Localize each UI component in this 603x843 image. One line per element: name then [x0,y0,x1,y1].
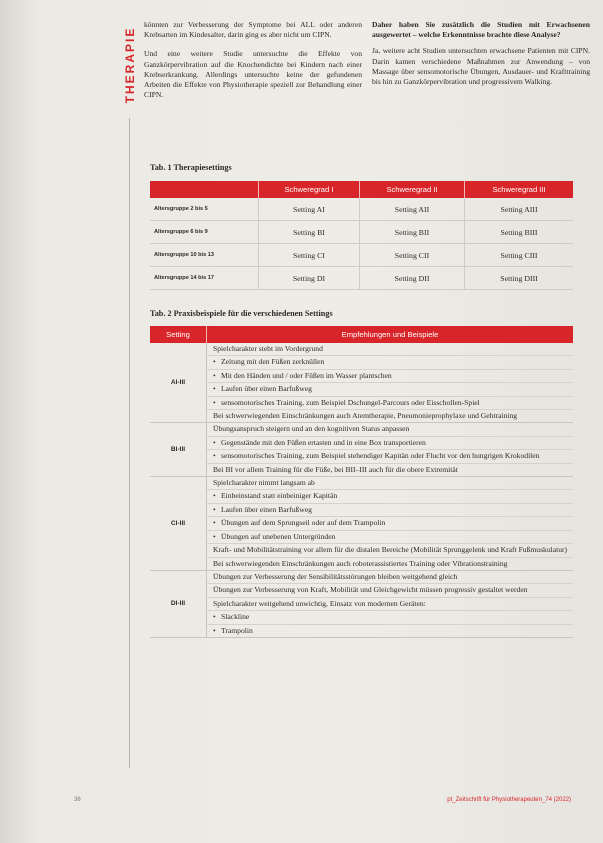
recommendation-line: Übungen zur Verbesserung der Sensibilitätsstörungen bleiben weitgehend gleich [207,571,573,584]
bullet-item: • Laufen über einen Barfußweg [207,383,573,396]
recommendation-line: Kraft- und Mobilitätstraining vor allem für die distalen Bereiche (Mobilität Sprunggelenk und Kraft Fußmuskulatur) [207,544,573,557]
age-group-cell: Altersgruppe 14 bis 17 [150,267,259,290]
table-cell: Setting BIII [465,221,573,244]
setting-cell: BI-III [150,423,207,477]
margin-rule [129,118,130,768]
table-cell: Setting AIII [465,198,573,221]
practice-examples-body [150,343,573,637]
age-group-cell: Altersgruppe 10 bis 13 [150,244,259,267]
table-header-cell [150,181,259,198]
recommendation-line: Spielcharakter weitgehend unwichtig, Einsatz von modernen Geräten: [207,598,573,611]
table-cell: Setting AII [359,198,464,221]
recommendation-line: Übungsanspruch steigern und an den kognitiven Status anpassen [207,423,573,436]
bullet-item: • Übungen auf unebenen Untergründen [207,531,573,544]
recommendations-cell [207,343,574,423]
table-header-cell: Schweregrad III [465,181,573,198]
table-header-cell: Schweregrad I [259,181,360,198]
bullet-item: • Slackline [207,611,573,624]
page-number: 36 [74,797,81,803]
table-cell: Setting DIII [465,267,573,290]
recommendation-line: Bei schwerwiegenden Einschränkungen auch Atemtherapie, Pneumonieprophylaxe und Gehtraining [213,411,518,421]
recommendations-cell [207,570,574,637]
table-header-row [150,181,573,198]
table-header-cell: Setting [150,326,207,343]
bullet-item: • sensomotorisches Training, zum Beispiel stehendiger Kapitän oder Flucht vor den hungrigen Krokodilen [207,450,573,463]
table-cell: Setting CIII [465,244,573,267]
bullet-item: • Übungen auf dem Sprungseil oder auf dem Trampolin [207,517,573,530]
setting-cell: DI-III [150,570,207,637]
journal-footer: pt_Zeitschrift für Physiotherapeuten_74 (2022) [447,797,571,803]
paragraph: könnten zur Verbesserung der Symptome bei ALL oder anderen Krebsarten im Kindesalter, darin ging es aber nicht um CIPN. [144,20,362,40]
text-column-left [144,20,362,109]
table-row [150,267,573,290]
table-row [150,477,573,571]
table-cell: Setting CII [359,244,464,267]
setting-cell: AI-III [150,343,207,423]
section-title [120,20,140,110]
table-header-cell: Empfehlungen und Beispiele [207,326,574,343]
table-row [150,423,573,477]
bullet-item: • Zeitung mit den Füßen zerknüllen [207,356,573,369]
bullet-item: • Gegenstände mit den Füßen ertasten und in eine Box transportieren [207,437,573,450]
recommendations-cell [207,477,574,571]
table-header-row [150,326,573,343]
bullet-item: • Laufen über einen Barfußweg [207,504,573,517]
table-row [150,570,573,637]
table-cell: Setting BI [259,221,360,244]
table-row [150,244,573,267]
interview-question: Daher haben Sie zusätzlich die Studien mit Erwachsenen ausgewertet – welche Erkenntnisse brachte diese Analyse? [372,20,590,40]
recommendation-line: Spielcharakter steht im Vordergrund [207,343,573,356]
section-title-text: THERAPIE [123,26,137,104]
paragraph: Und eine weitere Studie untersuchte die Effekte von Ganzkörpervibration auf die Knochendichte bei Kindern nach einer Krebserkrankung. Allerdings untersuchte keine der gefundenen Arbeiten die Effekte von Physiotherapie speziell zur Behandlung einer CIPN. [144,49,362,100]
table-cell: Setting DI [259,267,360,290]
table1-caption: Tab. 1 Therapiesettings [150,163,232,172]
interview-answer: Ja, weitere acht Studien untersuchten erwachsene Patienten mit CIPN. Darin kamen verschiedene Maßnahmen zur Anwendung – von Massage über sensomotorische Übungen, Ausdauer- und Krafttraining bis hin zu Ganzkörpervibration und progressivem Walking. [372,46,590,87]
bullet-item: • Trampolin [207,625,573,637]
recommendation-line: Übungen zur Verbesserung von Kraft, Mobilität und Gleichgewicht müssen progressiv gestaltet werden [207,584,573,597]
recommendation-line: Spielcharakter nimmt langsam ab [207,477,573,490]
recommendation-line: Bei BI vor allem Training für die Füße, bei BII–III auch für die obere Extremität [213,464,458,474]
bullet-item: • Mit den Händen und / oder Füßen im Wasser plantschen [207,370,573,383]
age-group-cell: Altersgruppe 2 bis 5 [150,198,259,221]
therapy-settings-table [150,181,573,290]
table2-caption: Tab. 2 Praxisbeispiele für die verschiedenen Settings [150,309,333,318]
table-row [150,343,573,423]
table-cell: Setting CI [259,244,360,267]
age-group-cell: Altersgruppe 6 bis 9 [150,221,259,244]
table-row [150,221,573,244]
recommendation-line: Bei schwerwiegenden Einschränkungen auch roboterassistiertes Training oder Vibrationstraining [213,558,508,568]
bullet-item: • sensomotorisches Training, zum Beispiel Dschungel-Parcours oder Eisschollen-Spiel [207,397,573,410]
table-cell: Setting BII [359,221,464,244]
bullet-item: • Einbeinstand statt einbeiniger Kapitän [207,490,573,503]
practice-examples-table [150,326,573,638]
recommendations-cell [207,423,574,477]
table-row [150,198,573,221]
table-cell: Setting DII [359,267,464,290]
setting-cell: CI-III [150,477,207,571]
text-column-right [372,20,590,96]
table-header-cell: Schweregrad II [359,181,464,198]
table-cell: Setting AI [259,198,360,221]
